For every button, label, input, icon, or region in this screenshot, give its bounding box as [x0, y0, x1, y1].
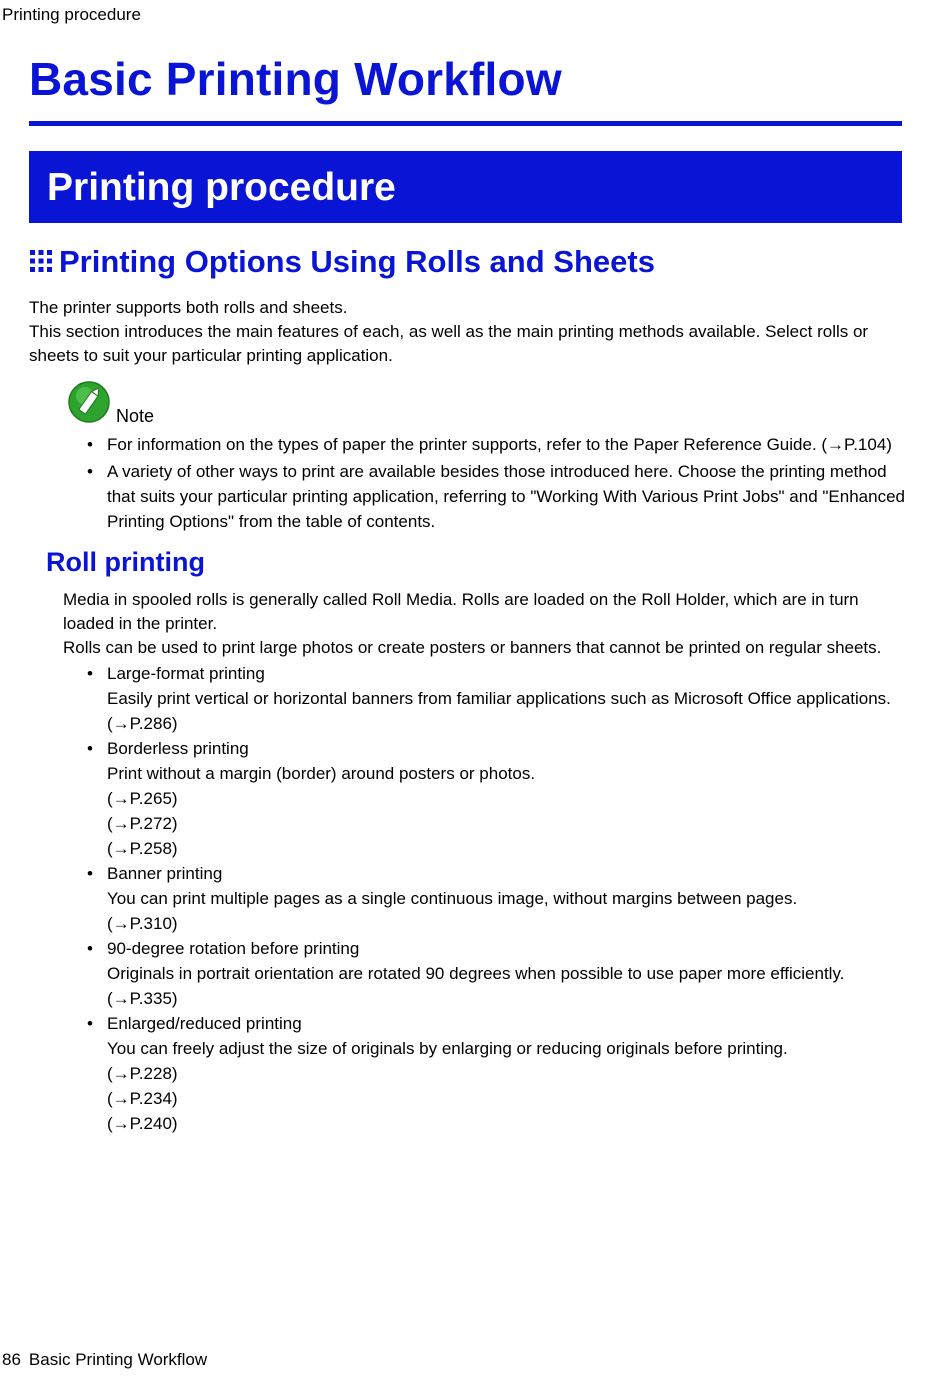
roll-printing-list: [87, 661, 927, 1136]
page-reference-link[interactable]: (→P.258): [107, 839, 178, 858]
page-reference-link[interactable]: (→P.228): [107, 1064, 178, 1083]
note-item-text: For information on the types of paper the printer supports, refer to the Paper Reference Guide. (→P.104): [107, 435, 892, 454]
page-reference-link[interactable]: (→P.234): [107, 1089, 178, 1108]
note-item: • For information on the types of paper the printer supports, refer to the Paper Reference Guide. (→P.104): [87, 435, 892, 454]
grid-icon: [29, 249, 53, 273]
roll-intro-paragraph: Rolls can be used to print large photos or create posters or banners that cannot be printed on regular sheets.: [63, 638, 882, 657]
note-item: • A variety of other ways to print are available besides those introduced here. Choose the printing method that suits your particular printing application, referring to "Working With Various Print Jobs" and "Enhanced Printing Options" from the table of contents.: [87, 462, 905, 531]
item-description: You can freely adjust the size of originals by enlarging or reducing originals before printing.: [107, 1039, 788, 1058]
chapter-title: Basic Printing Workflow: [29, 53, 562, 105]
item-title: Banner printing: [107, 864, 223, 883]
intro-paragraph: The printer supports both rolls and sheets.: [29, 298, 348, 317]
page-reference-link[interactable]: (→P.240): [107, 1114, 178, 1133]
page-footer: [2, 1350, 207, 1370]
footer-chapter: Basic Printing Workflow: [28, 1350, 208, 1369]
section-banner: [29, 151, 902, 223]
list-item: • Borderless printing Print without a margin (border) around posters or photos. (→P.265) (→P.272) (→P.258): [87, 736, 927, 861]
roll-intro-paragraph: Media in spooled rolls is generally called Roll Media. Rolls are loaded on the Roll Holder, which are in turn loaded in the printer.: [63, 590, 859, 633]
note-item-text: A variety of other ways to print are available besides those introduced here. Choose the printing method that suits your particular printing application, referring to "Working With Various Print Jobs" and "Enhanced Printing Options" from the table of contents.: [107, 462, 905, 531]
page-number: 86: [2, 1350, 21, 1369]
item-title: Enlarged/reduced printing: [107, 1014, 302, 1033]
chapter-title-rule: [29, 121, 902, 126]
note-label: Note: [116, 406, 155, 426]
item-description: You can print multiple pages as a single continuous image, without margins between pages.: [107, 889, 798, 908]
list-item: • Banner printing You can print multiple pages as a single continuous image, without margins between pages. (→P.310): [87, 861, 927, 936]
page-reference-link[interactable]: (→P.272): [107, 814, 178, 833]
item-title: Borderless printing: [107, 739, 249, 758]
list-item: • Large-format printing Easily print vertical or horizontal banners from familiar applications such as Microsoft Office applications. (→P.286): [87, 661, 927, 736]
item-description: Easily print vertical or horizontal banners from familiar applications such as Microsoft Office applications.: [107, 689, 891, 708]
item-title: Large-format printing: [107, 664, 265, 683]
item-description: Originals in portrait orientation are rotated 90 degrees when possible to use paper more efficiently.: [107, 964, 845, 983]
page-reference-link[interactable]: (→P.335): [107, 989, 178, 1008]
item-title: 90-degree rotation before printing: [107, 939, 360, 958]
page-reference-link[interactable]: (→P.286): [107, 714, 178, 733]
roll-printing-heading: Roll printing: [46, 547, 205, 577]
pencil-note-icon: [67, 380, 111, 424]
page-reference-link[interactable]: (→P.265): [107, 789, 178, 808]
subsection-title: Printing Options Using Rolls and Sheets: [59, 244, 655, 279]
intro-paragraph: This section introduces the main features of each, as well as the main printing methods available. Select rolls or sheets to suit your particular printing application.: [29, 322, 869, 365]
item-description: Print without a margin (border) around posters or photos.: [107, 764, 536, 783]
subsection-header: [29, 244, 655, 280]
list-item: • Enlarged/reduced printing You can freely adjust the size of originals by enlarging or reducing originals before printing. (→P.228) (→P.234) (→P.240): [87, 1011, 927, 1136]
intro-text: [29, 296, 909, 368]
list-item: • 90-degree rotation before printing Originals in portrait orientation are rotated 90 degrees when possible to use paper more efficiently. (→P.335): [87, 936, 927, 1011]
note-list: [87, 432, 917, 536]
page-reference-link[interactable]: (→P.310): [107, 914, 178, 933]
section-title: Printing procedure: [47, 166, 396, 209]
roll-printing-intro: [63, 588, 913, 660]
running-header: Printing procedure: [2, 5, 141, 24]
